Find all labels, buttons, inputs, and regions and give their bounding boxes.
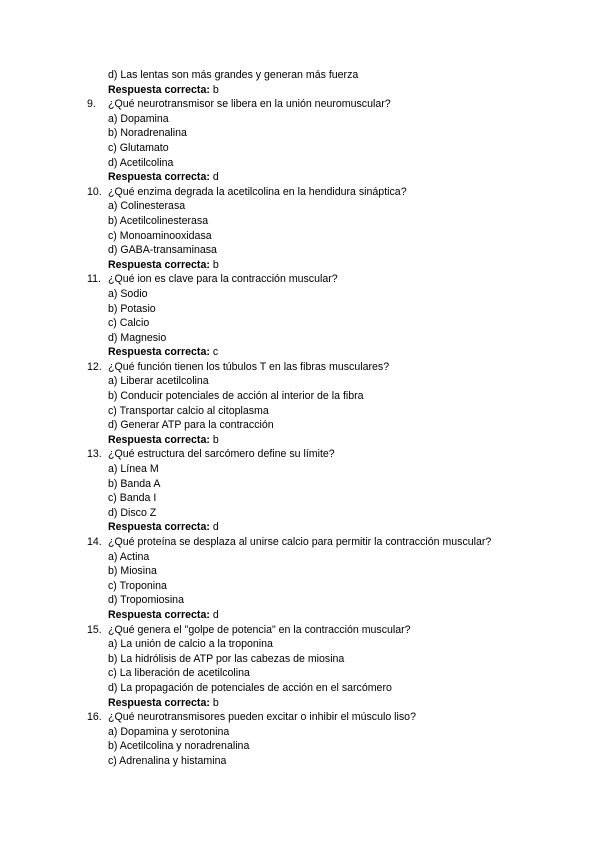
question-number: 11. bbox=[87, 273, 101, 286]
answer-option: b) Banda A bbox=[108, 477, 161, 490]
answer-value: b bbox=[209, 83, 219, 96]
answer-option: a) Actina bbox=[108, 550, 150, 563]
answer-option: b) Noradrenalina bbox=[108, 127, 187, 140]
answer-option: c) La liberación de acetilcolina bbox=[108, 667, 250, 680]
correct-answer bbox=[0, 696, 600, 711]
answer-label: Respuesta correcta: bbox=[108, 696, 210, 709]
answer-option: a) Línea M bbox=[108, 463, 159, 476]
answer-label: Respuesta correcta: bbox=[108, 346, 210, 359]
question-number: 10. bbox=[87, 185, 102, 198]
answer-option: c) Calcio bbox=[108, 317, 150, 330]
answer-value: d bbox=[209, 171, 219, 184]
question-line bbox=[0, 185, 600, 200]
question-list bbox=[0, 97, 600, 768]
answer-option: c) Monoaminooxidasa bbox=[108, 229, 212, 242]
question-number: 15. bbox=[87, 623, 102, 636]
question-item bbox=[0, 185, 600, 273]
question-item bbox=[0, 447, 600, 535]
question-item bbox=[0, 535, 600, 623]
question-item bbox=[0, 272, 600, 360]
answer-option: c) Glutamato bbox=[108, 141, 169, 154]
answer-label: Respuesta correcta: bbox=[108, 608, 210, 621]
answer-option: b) La hidrólisis de ATP por las cabezas de miosina bbox=[108, 652, 345, 665]
answer-option: c) Banda I bbox=[108, 492, 157, 505]
question-item bbox=[0, 97, 600, 185]
answer-option: b) Acetilcolinesterasa bbox=[108, 214, 209, 227]
answer-option: d) Tropomiosina bbox=[108, 594, 184, 607]
question-text: ¿Qué neurotransmisor se libera en la unión neuromuscular? bbox=[108, 98, 391, 111]
correct-answer bbox=[0, 258, 600, 273]
question-text: ¿Qué enzima degrada la acetilcolina en la hendidura sináptica? bbox=[108, 185, 407, 198]
question-text: ¿Qué función tienen los túbulos T en las fibras musculares? bbox=[108, 360, 390, 373]
prev-option-d: d) Las lentas son más grandes y generan más fuerza bbox=[108, 69, 359, 81]
answer-label: Respuesta correcta: bbox=[108, 258, 210, 271]
answer-label: Respuesta correcta: bbox=[108, 433, 210, 446]
answer-option: a) Liberar acetilcolina bbox=[108, 375, 209, 388]
correct-answer bbox=[0, 345, 600, 360]
answer-label: Respuesta correcta: bbox=[108, 521, 210, 534]
answer-option: d) Magnesio bbox=[108, 331, 167, 344]
question-text: ¿Qué genera el "golpe de potencia" en la contracción muscular? bbox=[108, 623, 411, 636]
question-line bbox=[0, 272, 600, 287]
answer-value: d bbox=[209, 608, 219, 621]
question-text: ¿Qué ion es clave para la contracción muscular? bbox=[108, 273, 338, 286]
question-number: 13. bbox=[87, 448, 102, 461]
answer-value: c bbox=[209, 346, 219, 359]
question-text: ¿Qué proteína se desplaza al unirse calcio para permitir la contracción muscular? bbox=[108, 536, 492, 548]
correct-answer bbox=[0, 433, 600, 448]
answer-label: Respuesta correcta: bbox=[108, 171, 210, 184]
answer-option: b) Acetilcolina y noradrenalina bbox=[108, 740, 250, 753]
question-line bbox=[0, 360, 600, 375]
question-number: 16. bbox=[87, 711, 102, 724]
correct-answer bbox=[0, 608, 600, 623]
question-line bbox=[0, 710, 600, 725]
answer-option: b) Miosina bbox=[108, 565, 157, 578]
answer-option: a) La unión de calcio a la troponina bbox=[108, 638, 273, 651]
answer-value: b bbox=[209, 433, 219, 446]
answer-option: b) Conducir potenciales de acción al interior de la fibra bbox=[108, 390, 364, 403]
answer-option: a) Sodio bbox=[108, 287, 148, 300]
question-line bbox=[0, 623, 600, 638]
answer-option: a) Dopamina y serotonina bbox=[108, 725, 230, 738]
question-line bbox=[0, 535, 600, 550]
answer-option: d) Acetilcolina bbox=[108, 156, 174, 169]
question-number: 12. bbox=[87, 360, 102, 373]
answer-option: a) Dopamina bbox=[108, 112, 169, 125]
answer-option: c) Troponina bbox=[108, 579, 167, 592]
answer-option: c) Transportar calcio al citoplasma bbox=[108, 404, 269, 417]
question-line bbox=[0, 97, 600, 112]
answer-option: b) Potasio bbox=[108, 302, 156, 315]
question-line bbox=[0, 447, 600, 462]
question-item bbox=[0, 360, 600, 448]
correct-answer bbox=[0, 170, 600, 185]
answer-option: d) La propagación de potenciales de acción en el sarcómero bbox=[108, 681, 392, 694]
question-item bbox=[0, 710, 600, 768]
answer-value: b bbox=[209, 696, 219, 709]
question-text: ¿Qué estructura del sarcómero define su límite? bbox=[108, 448, 335, 461]
question-number: 14. bbox=[87, 536, 102, 548]
answer-option: d) Disco Z bbox=[108, 506, 157, 519]
answer-option: d) GABA-transaminasa bbox=[108, 244, 217, 257]
question-number: 9. bbox=[87, 98, 96, 111]
answer-option: a) Colinesterasa bbox=[108, 200, 186, 213]
correct-answer bbox=[0, 520, 600, 535]
prev-answer bbox=[0, 83, 600, 98]
answer-value: d bbox=[209, 521, 219, 534]
answer-label: Respuesta correcta: bbox=[108, 83, 210, 96]
question-text: ¿Qué neurotransmisores pueden excitar o inhibir el músculo liso? bbox=[108, 711, 416, 724]
document-page bbox=[0, 68, 600, 769]
answer-option: d) Generar ATP para la contracción bbox=[108, 419, 274, 432]
answer-value: b bbox=[209, 258, 219, 271]
question-item bbox=[0, 623, 600, 711]
answer-option: c) Adrenalina y histamina bbox=[108, 754, 227, 767]
